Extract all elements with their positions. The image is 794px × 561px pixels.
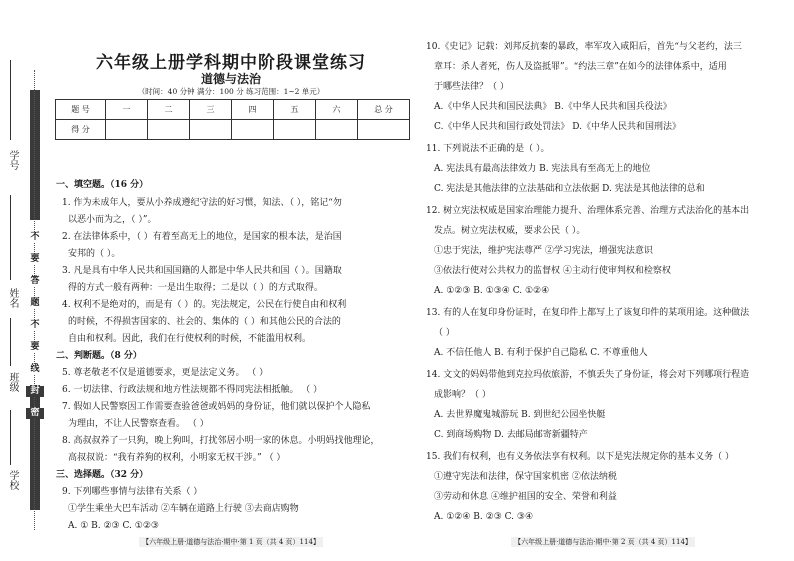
- score-header-cell: 总 分: [358, 100, 410, 120]
- footer-text: 【六年级上册·道德与法治·期中·第 1 页（共 4 页）114】: [139, 537, 323, 547]
- binding-margin: [0, 0, 50, 561]
- option-line: C.《中华人民共和国行政处罚法》 D.《中华人民共和国刑法》: [434, 122, 682, 132]
- field-student-id[interactable]: [10, 60, 11, 140]
- score-header-cell: 一: [106, 100, 148, 120]
- score-header-cell: 四: [232, 100, 274, 120]
- exam-info: （时间：40 分钟 满分：100 分 练习范围：1~2 单元）: [137, 87, 325, 96]
- option-line: A. ①②③ B. ①③④ C. ①②④: [434, 286, 550, 296]
- option-line: A. 宪法具有最高法律效力 B. 宪法具有至高无上的地位: [434, 164, 651, 174]
- page-footer: [422, 537, 784, 547]
- score-cell[interactable]: [106, 120, 148, 140]
- page-subtitle: 道德与法治: [200, 72, 261, 86]
- section-heading: 三、选择题。（32 分）: [56, 470, 149, 480]
- question-line: 的时候，不得损害国家的、社会的、集体的（ ）和其他公民的合法的: [68, 317, 341, 327]
- question-line: （ ）: [434, 328, 455, 338]
- page-1: [50, 0, 412, 561]
- score-table-header-row: [56, 100, 410, 120]
- section-heading: 二、判断题。（8 分）: [56, 351, 142, 361]
- seal-char: 密: [26, 408, 44, 419]
- label-class: 班级: [7, 372, 18, 392]
- seal-char: 要: [26, 342, 44, 353]
- margin-bar-top: [30, 90, 40, 220]
- label-name: 姓名: [7, 288, 18, 308]
- question-line: 7. 假如人民警察因工作需要查验爸爸或妈妈的身份证，他们就以保护个人隐私: [62, 402, 371, 412]
- seal-char: 不: [26, 320, 44, 331]
- score-row-label: 得 分: [56, 120, 106, 140]
- option-line: A.《中华人民共和国民法典》 B.《中华人民共和国兵役法》: [434, 102, 672, 112]
- score-header-cell: 六: [316, 100, 358, 120]
- option-line: C. 到商场购物 D. 去邮局邮寄新疆特产: [434, 430, 588, 440]
- score-cell[interactable]: [232, 120, 274, 140]
- seal-char: 线: [26, 364, 44, 375]
- question-line: 于哪些法律？（ ）: [434, 82, 509, 92]
- option-line: ③依法行使对公共权力的监督权 ④主动行使审判权和检察权: [434, 266, 671, 276]
- page-2: [422, 0, 784, 561]
- question-line: 高叔叔说：“我有养狗的权利，小明家无权干涉。” （ ）: [68, 453, 286, 463]
- question-line: 9. 下列哪些事情与法律有关系（ ）: [62, 487, 203, 497]
- label-student-id: 学号: [7, 150, 18, 170]
- page-footer: [50, 537, 412, 547]
- question-line: 13. 有的人在复印身份证时，在复印件上都写上了该复印件的某项用途。这种做法: [426, 308, 750, 318]
- label-school: 学校: [7, 470, 18, 490]
- score-header-cell: 五: [274, 100, 316, 120]
- score-cell[interactable]: [358, 120, 410, 140]
- option-line: A. 去世界魔鬼城游玩 B. 到世纪公园坐快艇: [434, 410, 606, 420]
- option-line: ①遵守宪法和法律，保守国家机密 ②依法纳税: [434, 472, 617, 482]
- question-line: 为理由，不让人民警察查看。 （ ）: [68, 419, 209, 429]
- question-line: 2. 在法律体系中，（ ）有着至高无上的地位，是国家的根本法，是治国: [62, 232, 342, 242]
- question-line: 5. 尊老敬老不仅是道德要求，更是法定义务。 （ ）: [62, 368, 269, 378]
- option-line: ①忠于宪法，维护宪法尊严 ②学习宪法，增强宪法意识: [434, 246, 653, 256]
- field-class[interactable]: [10, 318, 11, 366]
- seal-char: 题: [26, 298, 44, 309]
- question-line: 发点。树立宪法权威，要求公民（ ）。: [434, 226, 586, 236]
- seal-char: 封: [26, 386, 44, 397]
- question-line: 安邦的（ ）。: [68, 249, 121, 259]
- score-cell[interactable]: [190, 120, 232, 140]
- seal-char: 不: [26, 232, 44, 243]
- seal-char: 要: [26, 254, 44, 265]
- footer-text: 【六年级上册·道德与法治·期中·第 2 页（共 4 页）114】: [511, 537, 695, 547]
- question-line: 15. 我们有权利，也有义务依法享有权利。以下是宪法规定你的基本义务（ ）: [426, 452, 735, 462]
- option-line: A. 不信任他人 B. 有利于保护自己隐私 C. 不尊重他人: [434, 348, 648, 358]
- question-line: 成影响？（ ）: [434, 390, 491, 400]
- question-line: 11. 下列说法不正确的是（ ）。: [426, 144, 550, 154]
- option-line: ③劳动和休息 ④维护祖国的安全、荣誉和利益: [434, 492, 617, 502]
- question-line: 得的方式一般有两种：一是出生取得；二是以（ ）的方式取得。: [68, 283, 323, 293]
- score-cell[interactable]: [148, 120, 190, 140]
- score-cell[interactable]: [316, 120, 358, 140]
- option-line: ①学生乘坐大巴车活动 ②车辆在道路上行驶 ③去商店购物: [68, 504, 299, 514]
- score-table: [55, 99, 410, 140]
- question-line: 8. 高叔叔养了一只狗，晚上狗叫，打扰邻居小明一家的休息。小明妈找他理论，: [62, 436, 380, 446]
- field-school[interactable]: [10, 410, 11, 465]
- question-line: 1. 作为未成年人，要从小养成遵纪守法的好习惯，知法、（ ），铭记“勿: [62, 198, 342, 208]
- question-line: 6. 一切法律、行政法规和地方性法规都不得同宪法相抵触。 （ ）: [62, 385, 323, 395]
- section-heading: 一、填空题。（16 分）: [56, 180, 149, 190]
- question-line: 4. 权利不是绝对的，而是有（ ）的。宪法规定，公民在行使自由和权利: [62, 300, 347, 310]
- seal-char: 答: [26, 276, 44, 287]
- question-line: 12. 树立宪法权威是国家治理能力提升、治理体系完善、治理方式法治化的基本出: [426, 206, 750, 216]
- page-title: 六年级上册学科期中阶段课堂练习: [96, 53, 366, 73]
- option-line: A. ① B. ②③ C. ①②③: [68, 521, 159, 531]
- option-line: A. ①②④ B. ②③ C. ③④: [434, 512, 534, 522]
- score-cell[interactable]: [274, 120, 316, 140]
- score-header-cell: 题 号: [56, 100, 106, 120]
- question-line: 章耳：杀人者死，伤人及盗抵罪”。“约法三章”在如今的法律体系中，适用: [434, 62, 727, 72]
- question-line: 14. 文文的妈妈带他到克拉玛依旅游，不慎丢失了身份证，将会对下列哪项行程造: [426, 370, 750, 380]
- margin-bar-bottom: [30, 385, 40, 510]
- question-line: 以恶小而为之，（ ）”。: [68, 215, 157, 225]
- question-line: 10.《史记》记载：刘邦反抗秦的暴政，率军攻入咸阳后，首先“与父老约，法三: [426, 42, 742, 52]
- score-header-cell: 二: [148, 100, 190, 120]
- score-table-row: [56, 120, 410, 140]
- score-header-cell: 三: [190, 100, 232, 120]
- question-line: 3. 凡是具有中华人民共和国国籍的人都是中华人民共和国（ ）。国籍取: [62, 266, 342, 276]
- question-line: 自由和权利。因此，我们在行使权利的时候，不能滥用权利。: [68, 334, 312, 344]
- field-name[interactable]: [10, 195, 11, 280]
- option-line: C. 宪法是其他法律的立法基础和立法依据 D. 宪法是其他法律的总和: [434, 184, 705, 194]
